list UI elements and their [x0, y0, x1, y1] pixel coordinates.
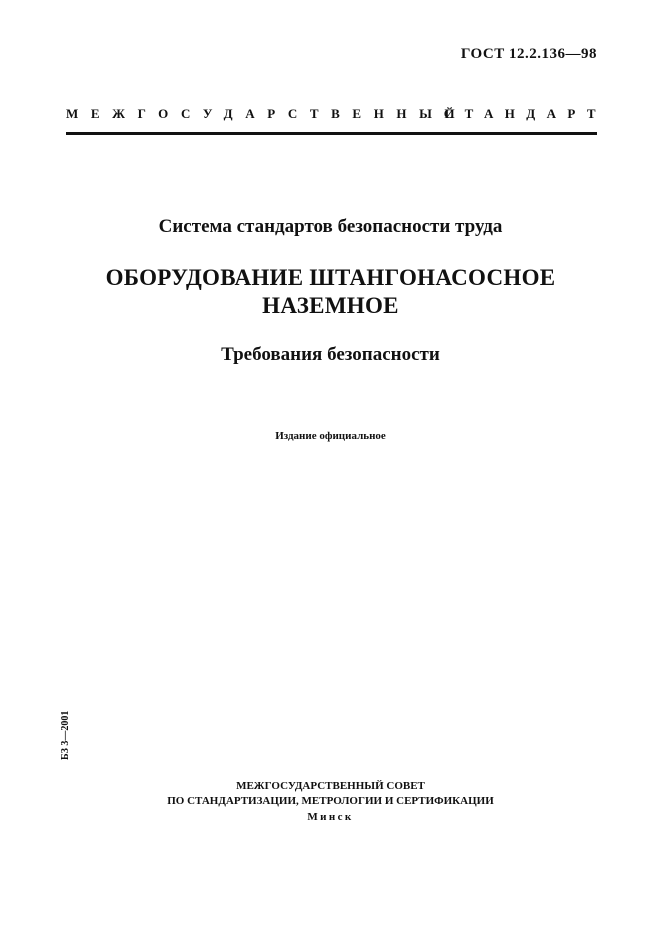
- side-label: БЗ 3—2001: [60, 710, 71, 760]
- header-divider: [66, 132, 597, 135]
- main-title-line1: ОБОРУДОВАНИЕ ШТАНГОНАСОСНОЕ: [105, 265, 556, 290]
- standard-type-word2: СТАНДАРТ: [443, 106, 607, 121]
- standard-code: ГОСТ 12.2.136—98: [460, 46, 597, 62]
- main-title: [0, 264, 661, 320]
- publisher-line2: ПО СТАНДАРТИЗАЦИИ, МЕТРОЛОГИИ И СЕРТИФИКАЦИИ: [167, 795, 494, 807]
- publisher-city: Минск: [307, 811, 354, 823]
- edition-label: Издание официальное: [275, 430, 386, 442]
- subtitle: Требования безопасности: [221, 344, 440, 365]
- system-title: Система стандартов безопасности труда: [158, 216, 503, 237]
- standard-type-word1: МЕЖГОСУДАРСТВЕННЫЙ: [66, 106, 468, 121]
- publisher-block: [0, 779, 661, 825]
- publisher-line1: МЕЖГОСУДАРСТВЕННЫЙ СОВЕТ: [236, 780, 425, 792]
- main-title-line2: НАЗЕМНОЕ: [262, 293, 399, 318]
